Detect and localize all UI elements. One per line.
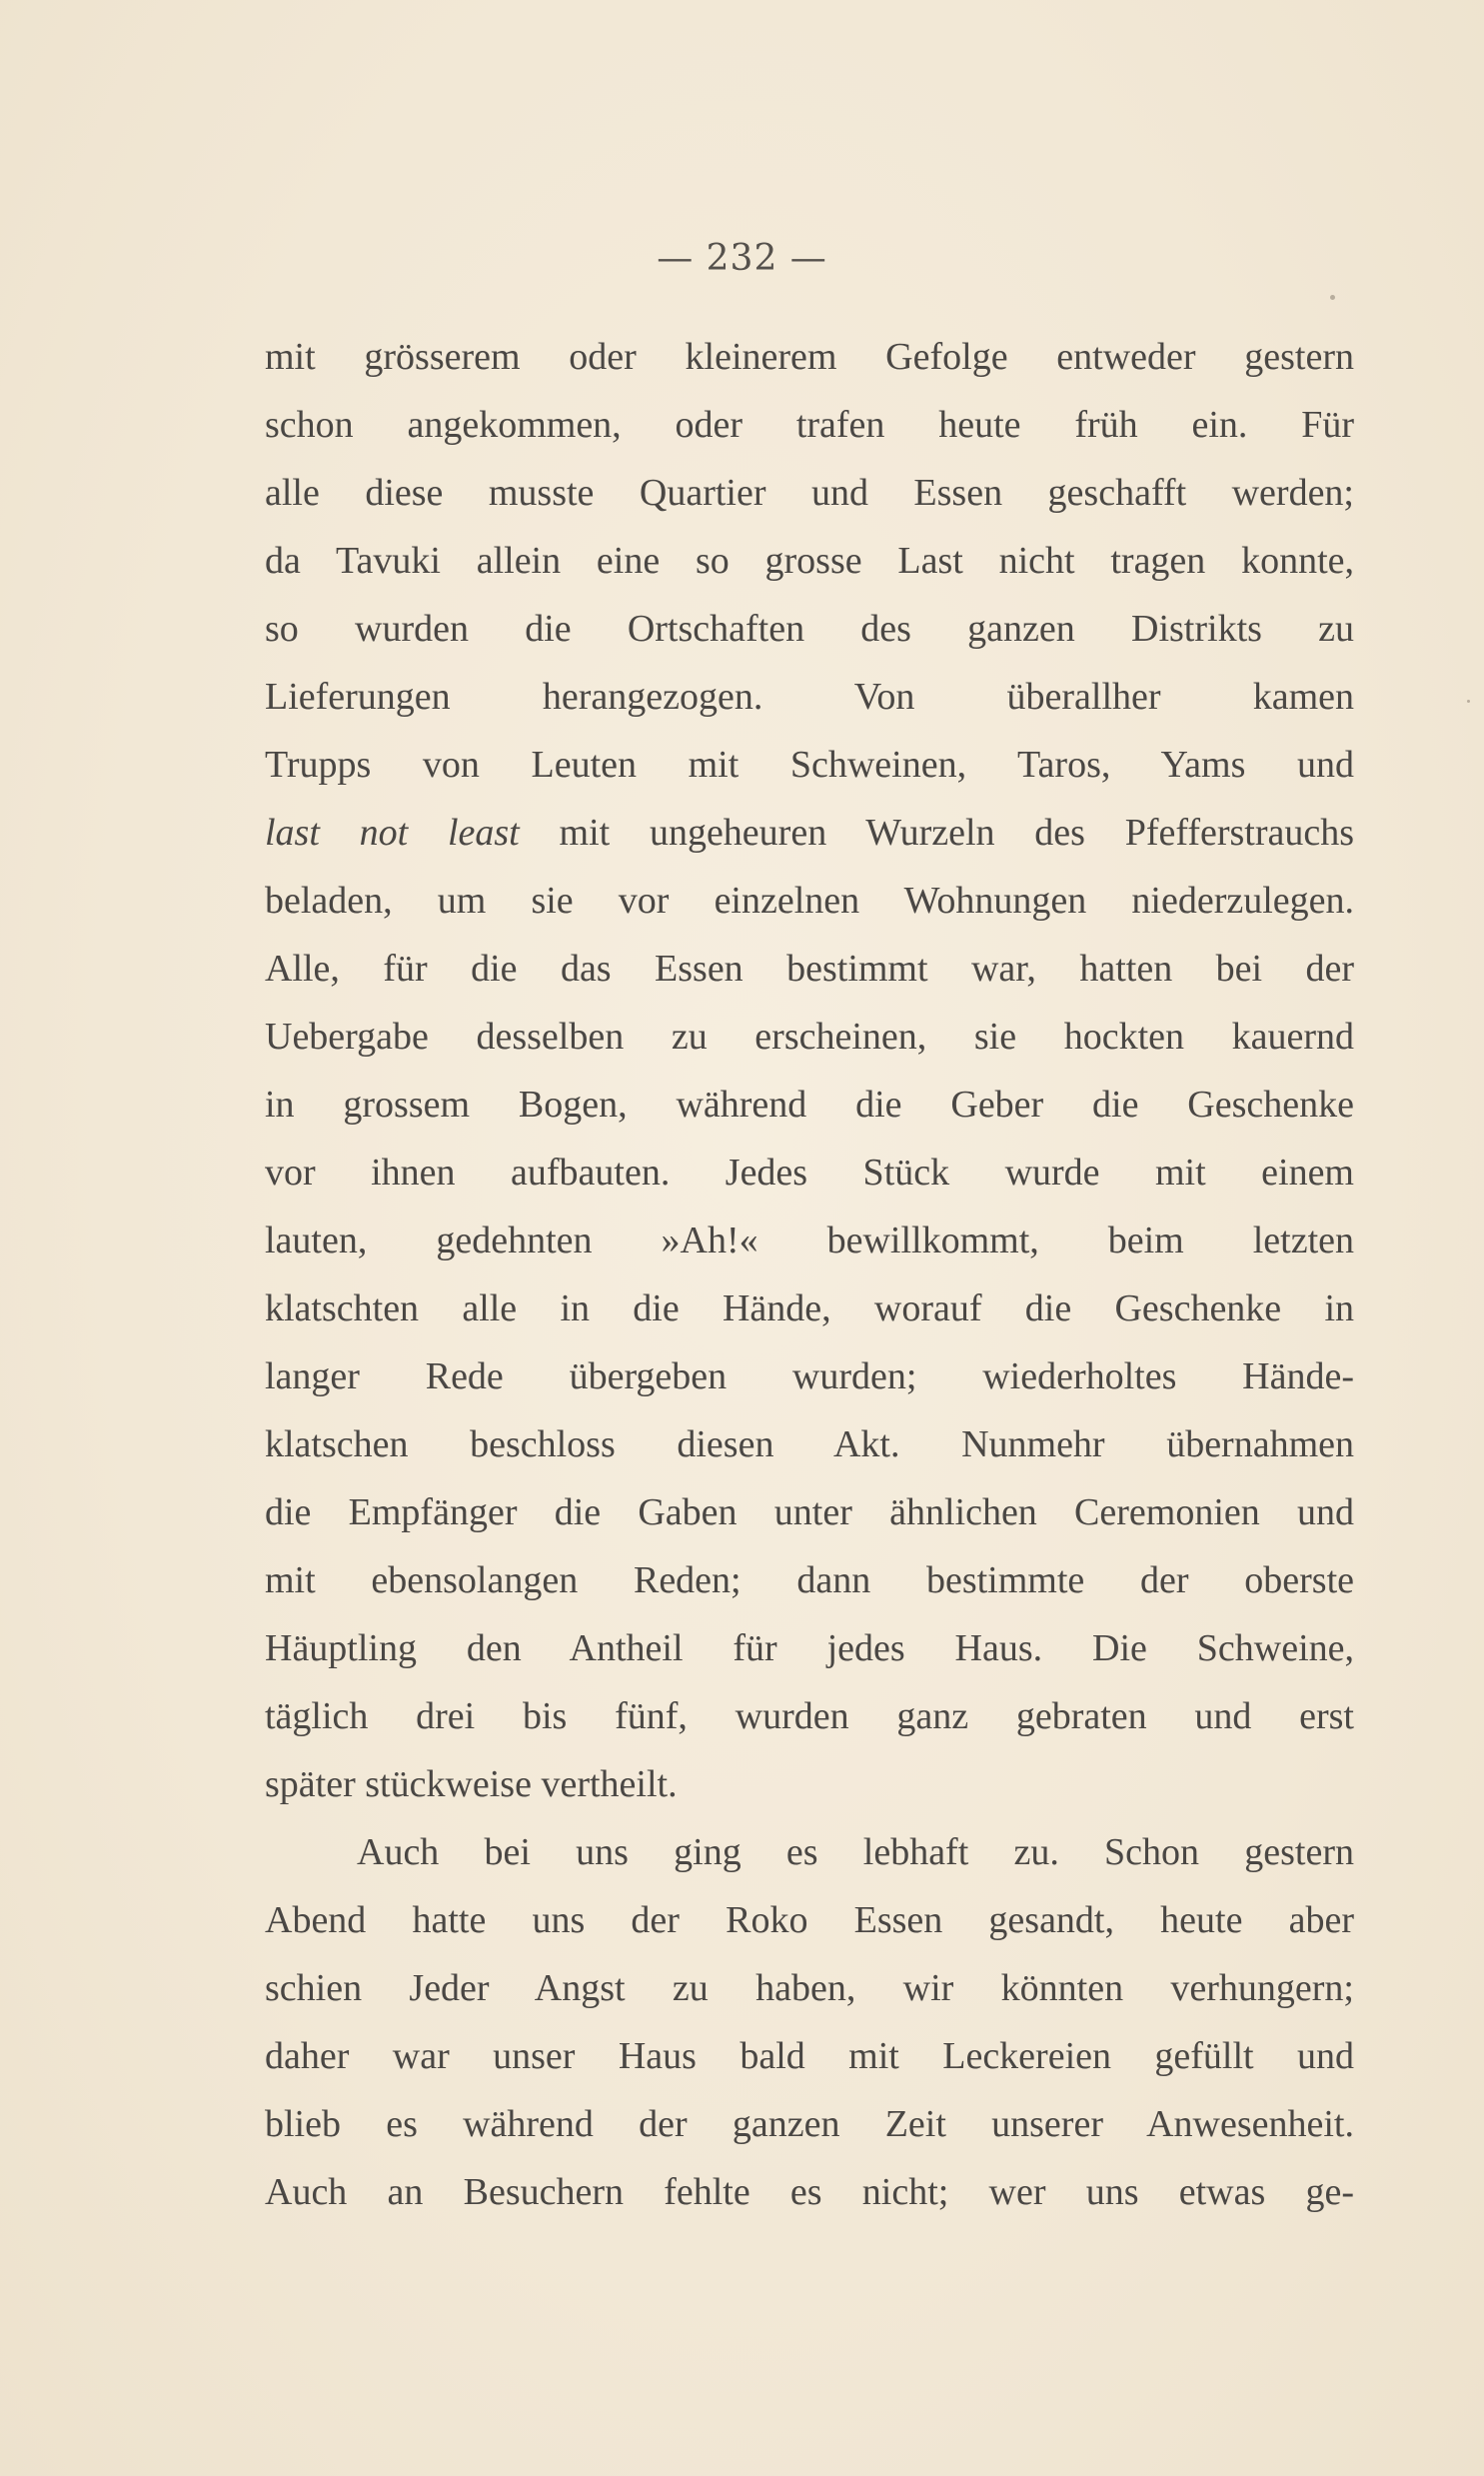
text-line: Lieferungen herangezogen. Von überallher kamen xyxy=(265,676,1354,718)
text-line: schien Jeder Angst zu haben, wir könnten verhungern; xyxy=(265,1967,1354,2009)
page-speck xyxy=(1330,295,1335,300)
text-line: blieb es während der ganzen Zeit unserer Anwesenheit. xyxy=(265,2103,1354,2145)
text-line: beladen, um sie vor einzelnen Wohnungen niederzulegen. xyxy=(265,880,1354,922)
text-line: täglich drei bis fünf, wurden ganz gebraten und erst xyxy=(265,1695,1354,1737)
text-line: da Tavuki allein eine so grosse Last nicht tragen konnte, xyxy=(265,540,1354,582)
text-line: mit grösserem oder kleinerem Gefolge entweder gestern xyxy=(265,336,1354,378)
text-line: daher war unser Haus bald mit Leckereien gefüllt und xyxy=(265,2035,1354,2077)
text-line: Häuptling den Antheil für jedes Haus. Die Schweine, xyxy=(265,1627,1354,1669)
text-line: schon angekommen, oder trafen heute früh ein. Für xyxy=(265,404,1354,446)
paragraph-end-line: später stückweise vertheilt. xyxy=(265,1763,678,1805)
text-line: mit ebensolangen Reden; dann bestimmte der oberste xyxy=(265,1559,1354,1601)
text-line: lauten, gedehnten »Ah!« bewillkommt, beim letzten xyxy=(265,1220,1354,1261)
text-line-with-italic xyxy=(265,799,1354,867)
text-line: in grossem Bogen, während die Geber die Geschenke xyxy=(265,1084,1354,1126)
text-line: Uebergabe desselben zu erscheinen, sie hockten kauernd xyxy=(265,1016,1354,1058)
text-line: klatschten alle in die Hände, worauf die Geschenke in xyxy=(265,1287,1354,1329)
paragraph-start-line: Auch bei uns ging es lebhaft zu. Schon gestern xyxy=(357,1831,1354,1873)
text-line: alle diese musste Quartier und Essen geschafft werden; xyxy=(265,472,1354,514)
text-line: so wurden die Ortschaften des ganzen Distrikts zu xyxy=(265,608,1354,650)
text-line: Trupps von Leuten mit Schweinen, Taros, Yams und xyxy=(265,744,1354,786)
text-line: Auch an Besuchern fehlte es nicht; wer uns etwas ge- xyxy=(265,2171,1354,2213)
text-line: Alle, für die das Essen bestimmt war, hatten bei der xyxy=(265,948,1354,990)
text-line: klatschen beschloss diesen Akt. Nunmehr übernahmen xyxy=(265,1423,1354,1465)
text-line-rest: mit ungeheuren Wurzeln des Pfefferstrauchs xyxy=(559,812,1355,854)
text-line: Abend hatte uns der Roko Essen gesandt, heute aber xyxy=(265,1899,1354,1941)
page-speck xyxy=(1467,700,1470,703)
body-text xyxy=(265,323,1354,2226)
text-line: vor ihnen aufbauten. Jedes Stück wurde mit einem xyxy=(265,1152,1354,1194)
page-number: — 232 — xyxy=(657,238,827,279)
text-line: die Empfänger die Gaben unter ähnlichen Ceremonien und xyxy=(265,1491,1354,1533)
italic-phrase: last not least xyxy=(265,812,520,854)
text-line: langer Rede übergeben wurden; wiederholtes Hände- xyxy=(265,1355,1354,1397)
